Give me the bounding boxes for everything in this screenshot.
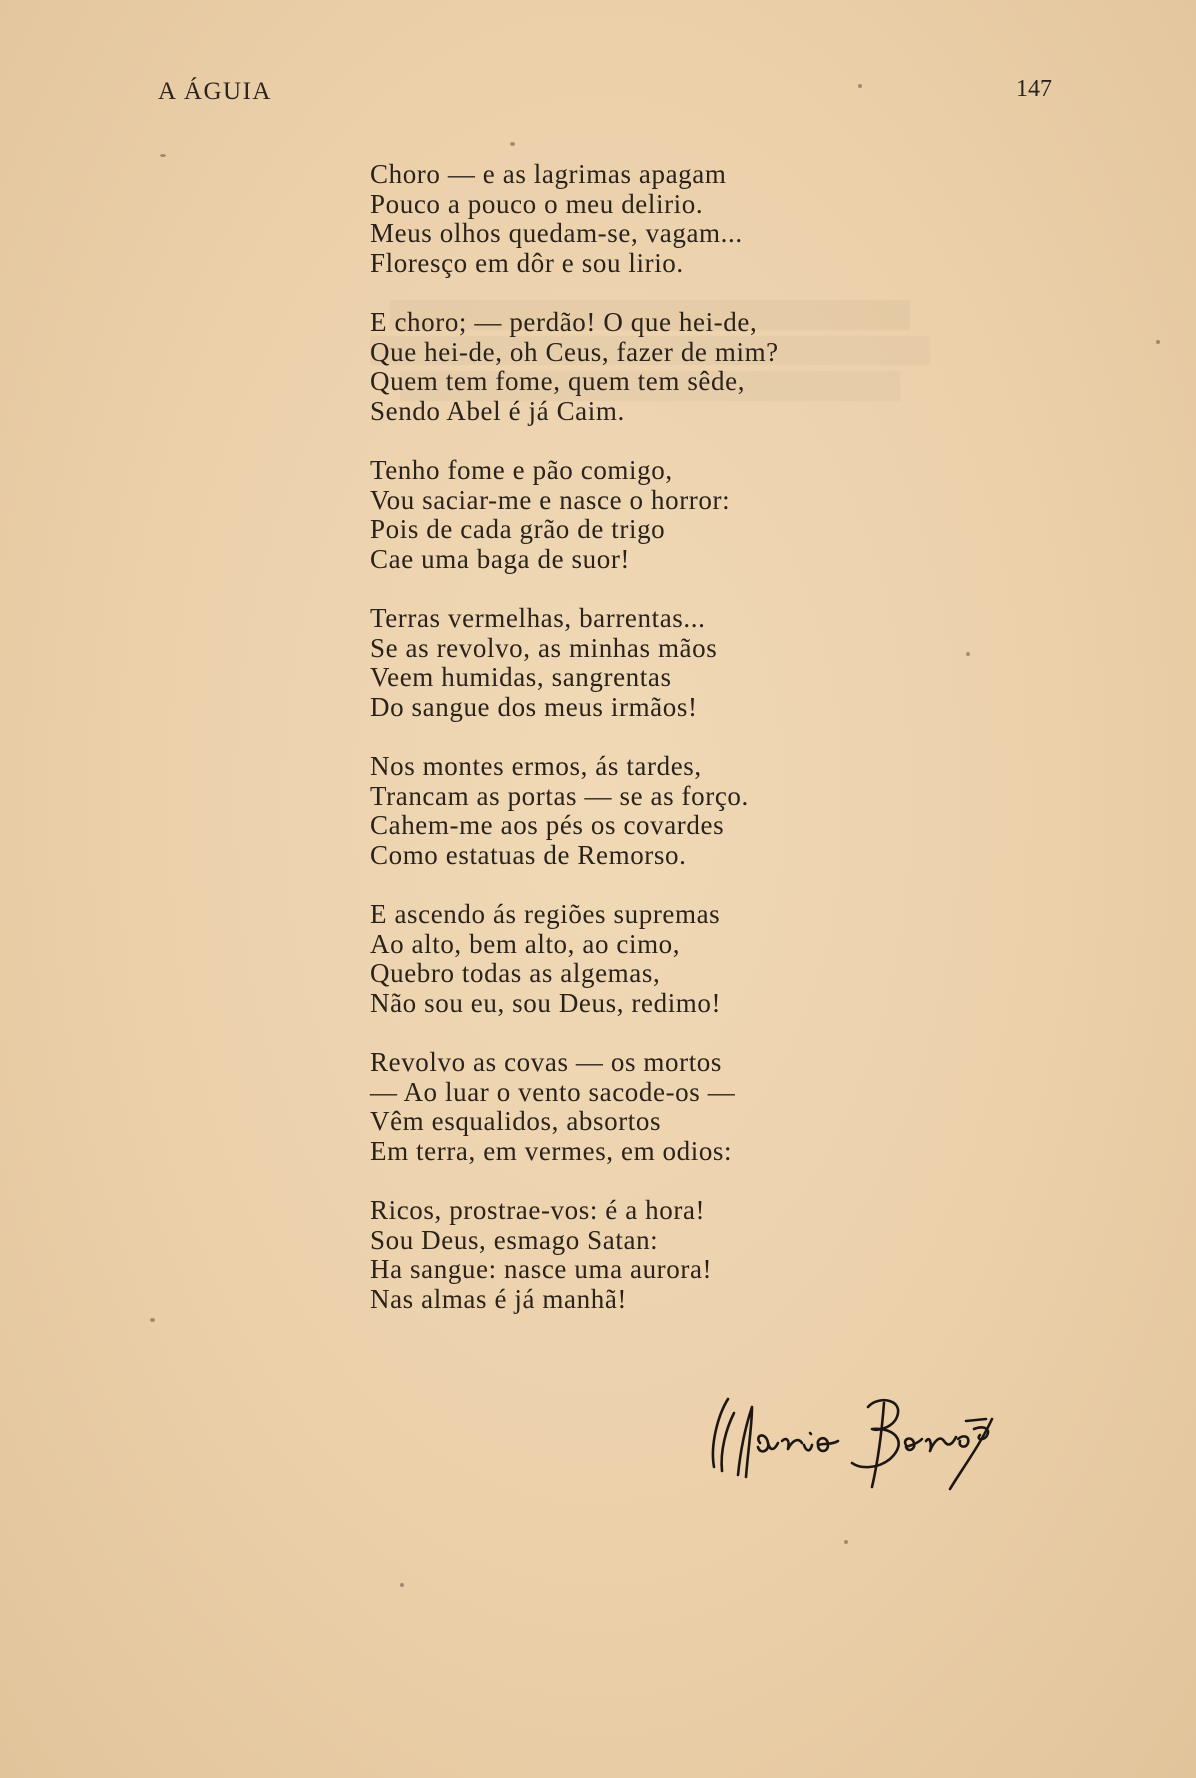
verse-line: Se as revolvo, as minhas mãos xyxy=(370,632,718,663)
verse-line: Sendo Abel é já Caim. xyxy=(370,395,625,426)
verse-line: Pouco a pouco o meu delirio. xyxy=(370,188,704,219)
paper-speck xyxy=(844,1540,848,1544)
verse-line: Ha sangue: nasce uma aurora! xyxy=(370,1254,713,1284)
paper-speck xyxy=(400,1583,404,1587)
verse-line: Quem tem fome, quem tem sêde, xyxy=(370,366,746,396)
stanza xyxy=(370,752,890,870)
verse-line: Como estatuas de Remorso. xyxy=(370,839,687,870)
verse-line: Nas almas é já manhã! xyxy=(370,1283,627,1314)
verse-line: Que hei-de, oh Ceus, fazer de mim? xyxy=(370,336,779,367)
poem xyxy=(370,160,890,1344)
verse-line: Tenho fome e pão comigo, xyxy=(370,455,673,485)
verse-line: Terras vermelhas, barrentas... xyxy=(370,603,706,633)
paper-speck xyxy=(1156,340,1160,344)
stanza xyxy=(370,1048,890,1166)
verse-line: Revolvo as covas — os mortos xyxy=(370,1047,723,1077)
verse-line: Veem humidas, sangrentas xyxy=(370,662,672,692)
verse-line: Cae uma baga de suor! xyxy=(370,543,631,574)
stanza xyxy=(370,604,890,722)
verse-line: Ricos, prostrae-vos: é a hora! xyxy=(370,1195,706,1225)
verse-line: Meus olhos quedam-se, vagam... xyxy=(370,218,743,248)
verse-line: Pois de cada grão de trigo xyxy=(370,514,666,544)
stanza xyxy=(370,456,890,574)
handwritten-signature xyxy=(700,1385,1030,1495)
verse-line: Choro — e as lagrimas apagam xyxy=(370,159,727,189)
paper-speck xyxy=(160,154,166,157)
verse-line: Trancam as portas — se as forço. xyxy=(370,780,749,811)
verse-line: E choro; — perdão! O que hei-de, xyxy=(370,307,758,337)
stanza xyxy=(370,160,890,278)
verse-line: — Ao luar o vento sacode-os — xyxy=(370,1076,736,1107)
verse-line: Em terra, em vermes, em odios: xyxy=(370,1135,733,1166)
verse-line: Do sangue dos meus irmãos! xyxy=(370,691,698,722)
verse-line: Cahem-me aos pés os covardes xyxy=(370,810,725,840)
stanza xyxy=(370,1196,890,1314)
verse-line: Sou Deus, esmago Satan: xyxy=(370,1224,659,1255)
verse-line: Floresço em dôr e sou lirio. xyxy=(370,247,684,278)
running-title: A ÁGUIA xyxy=(158,78,272,105)
verse-line: E ascendo ás regiões supremas xyxy=(370,899,721,929)
page-number: 147 xyxy=(1016,76,1052,102)
verse-line: Não sou eu, sou Deus, redimo! xyxy=(370,987,722,1018)
paper-speck xyxy=(510,142,515,146)
stanza xyxy=(370,900,890,1018)
paper-speck xyxy=(858,84,862,88)
stanza xyxy=(370,308,890,426)
paper-speck xyxy=(150,1318,155,1322)
verse-line: Vêm esqualidos, absortos xyxy=(370,1106,662,1136)
verse-line: Vou saciar-me e nasce o horror: xyxy=(370,484,731,515)
verse-line: Nos montes ermos, ás tardes, xyxy=(370,751,702,781)
paper-speck xyxy=(966,652,970,656)
verse-line: Quebro todas as algemas, xyxy=(370,958,661,988)
verse-line: Ao alto, bem alto, ao cimo, xyxy=(370,928,681,959)
